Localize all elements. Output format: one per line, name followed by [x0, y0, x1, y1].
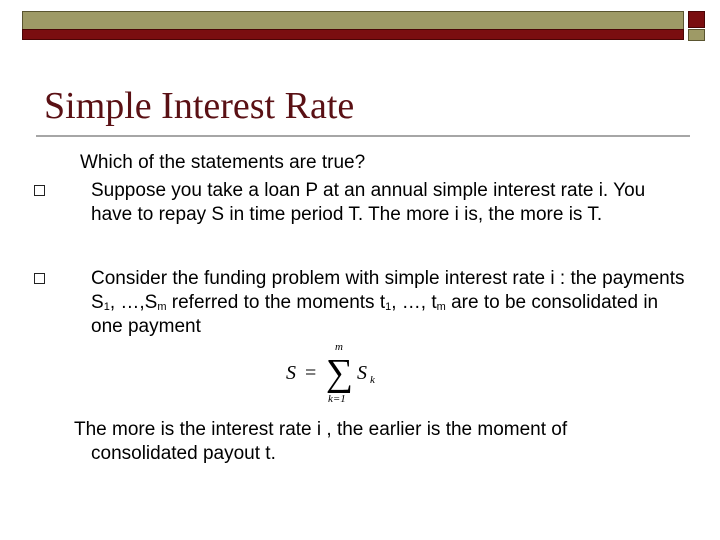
formula-term-subscript: k — [370, 374, 375, 386]
conclusion-line-2: consolidated payout t. — [91, 443, 276, 464]
slide-title: Simple Interest Rate — [44, 85, 355, 127]
header-olive-square — [688, 29, 705, 41]
statement-2: Consider the funding problem with simple interest rate i : the payments $S_1$, $\dots,S_m$ referred to the moments $t_1$, …, $t_m$ are to be consolidated in one payment — [91, 268, 685, 337]
title-divider — [36, 135, 690, 137]
formula-lhs: S — [286, 362, 296, 384]
formula-equals: = — [305, 362, 317, 384]
bullet-square-icon — [34, 185, 45, 196]
formula-term: S — [357, 362, 367, 384]
header-olive-bar — [22, 11, 684, 31]
sum-formula — [284, 338, 394, 408]
statement-1: Suppose you take a loan P at an annual simple interest rate i. You have to repay S in time period T. The more i is, the more is T. — [91, 180, 646, 225]
question-text: Which of the statements are true? — [80, 152, 366, 173]
header-maroon-square — [688, 11, 705, 28]
summation-sign: ∑ — [326, 352, 354, 394]
conclusion-text — [74, 418, 674, 466]
header-maroon-bar — [22, 29, 684, 40]
formula-upper-limit: m — [335, 341, 343, 353]
conclusion-line-1: The more is the interest rate i , the earlier is the moment of — [74, 419, 568, 440]
bullet-square-icon — [34, 273, 45, 284]
formula-lower-limit: k=1 — [328, 393, 346, 405]
